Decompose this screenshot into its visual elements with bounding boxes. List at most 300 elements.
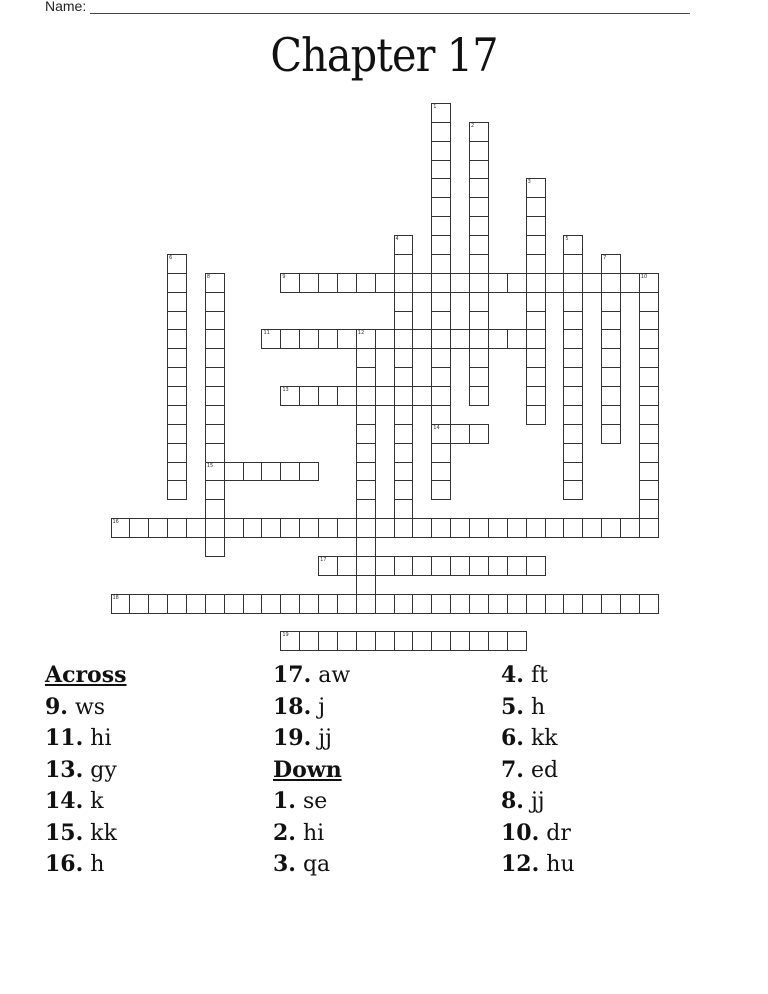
clue-number: 9 [282, 273, 286, 280]
grid-cell[interactable] [412, 556, 432, 576]
clue-item-text: hi [295, 820, 325, 846]
grid-cell[interactable] [469, 122, 489, 142]
grid-cell[interactable] [526, 178, 546, 198]
grid-cell[interactable] [318, 329, 338, 349]
grid-cell[interactable] [337, 631, 357, 651]
grid-cell[interactable] [356, 537, 376, 557]
clue-column-2 [273, 660, 350, 881]
grid-cell[interactable] [639, 386, 659, 406]
grid-cell[interactable] [111, 518, 131, 538]
grid-cell[interactable] [356, 443, 376, 463]
grid-cell[interactable] [394, 631, 414, 651]
grid-cell[interactable] [394, 348, 414, 368]
grid-cell[interactable] [601, 329, 621, 349]
grid-cell[interactable] [375, 273, 395, 293]
clue-number: 14 [433, 424, 440, 431]
grid-cell[interactable] [224, 518, 244, 538]
grid-cell[interactable] [526, 594, 546, 614]
grid-cell[interactable] [167, 424, 187, 444]
grid-cell[interactable] [356, 556, 376, 576]
grid-cell[interactable] [205, 273, 225, 293]
clue-item-number: 8. [501, 788, 524, 814]
grid-cell[interactable] [639, 424, 659, 444]
grid-cell[interactable] [205, 329, 225, 349]
grid-cell[interactable] [394, 462, 414, 482]
grid-cell[interactable] [563, 594, 583, 614]
grid-cell[interactable] [167, 292, 187, 312]
grid-cell[interactable] [601, 348, 621, 368]
grid-cell[interactable] [563, 405, 583, 425]
grid-cell[interactable] [469, 141, 489, 161]
grid-cell[interactable] [224, 462, 244, 482]
grid-cell[interactable] [488, 518, 508, 538]
clue-item-text: jj [523, 789, 545, 814]
grid-cell[interactable] [167, 311, 187, 331]
grid-cell[interactable] [469, 594, 489, 614]
grid-cell[interactable] [507, 631, 527, 651]
grid-cell[interactable] [601, 292, 621, 312]
grid-cell[interactable] [394, 556, 414, 576]
grid-cell[interactable] [205, 348, 225, 368]
grid-cell[interactable] [167, 518, 187, 538]
grid-cell[interactable] [299, 462, 319, 482]
grid-cell[interactable] [563, 518, 583, 538]
grid-cell[interactable] [450, 594, 470, 614]
grid-cell[interactable] [394, 311, 414, 331]
grid-cell[interactable] [526, 518, 546, 538]
grid-cell[interactable] [639, 594, 659, 614]
grid-cell[interactable] [507, 273, 527, 293]
grid-cell[interactable] [526, 254, 546, 274]
grid-cell[interactable] [431, 348, 451, 368]
grid-cell[interactable] [243, 594, 263, 614]
grid-cell[interactable] [375, 518, 395, 538]
grid-cell[interactable] [167, 480, 187, 500]
grid-cell[interactable] [375, 594, 395, 614]
grid-cell[interactable] [507, 518, 527, 538]
grid-cell[interactable] [356, 499, 376, 519]
grid-cell[interactable] [620, 594, 640, 614]
grid-cell[interactable] [431, 311, 451, 331]
grid-cell[interactable] [337, 594, 357, 614]
grid-cell[interactable] [299, 594, 319, 614]
grid-cell[interactable] [337, 556, 357, 576]
grid-cell[interactable] [394, 405, 414, 425]
grid-cell[interactable] [469, 235, 489, 255]
grid-cell[interactable] [356, 348, 376, 368]
grid-cell[interactable] [280, 386, 300, 406]
grid-cell[interactable] [167, 348, 187, 368]
grid-cell[interactable] [412, 631, 432, 651]
grid-cell[interactable] [167, 254, 187, 274]
grid-cell[interactable] [507, 556, 527, 576]
grid-cell[interactable] [280, 462, 300, 482]
grid-cell[interactable] [356, 518, 376, 538]
grid-cell[interactable] [431, 235, 451, 255]
grid-cell[interactable] [394, 499, 414, 519]
grid-cell[interactable] [431, 197, 451, 217]
grid-cell[interactable] [469, 178, 489, 198]
grid-cell[interactable] [375, 386, 395, 406]
grid-cell[interactable] [545, 518, 565, 538]
grid-cell[interactable] [601, 311, 621, 331]
grid-cell[interactable] [639, 499, 659, 519]
grid-cell[interactable] [394, 443, 414, 463]
grid-cell[interactable] [205, 424, 225, 444]
grid-cell[interactable] [469, 254, 489, 274]
grid-cell[interactable] [563, 348, 583, 368]
grid-cell[interactable] [469, 273, 489, 293]
page-title: Chapter 17 [270, 28, 498, 82]
grid-cell[interactable] [601, 367, 621, 387]
grid-cell[interactable] [280, 594, 300, 614]
grid-cell[interactable] [526, 405, 546, 425]
grid-cell[interactable] [469, 386, 489, 406]
grid-cell[interactable] [545, 273, 565, 293]
clue-item-number: 18. [273, 693, 312, 720]
grid-cell[interactable] [356, 480, 376, 500]
grid-cell[interactable] [299, 631, 319, 651]
grid-cell[interactable] [582, 594, 602, 614]
clue-column-3 [501, 660, 575, 881]
grid-cell[interactable] [337, 518, 357, 538]
grid-cell[interactable] [394, 273, 414, 293]
grid-cell[interactable] [639, 311, 659, 331]
grid-cell[interactable] [431, 405, 451, 425]
grid-cell[interactable] [318, 273, 338, 293]
clue-item [501, 786, 575, 818]
clue-item [45, 849, 127, 881]
grid-cell[interactable] [450, 329, 470, 349]
grid-cell[interactable] [563, 235, 583, 255]
grid-cell[interactable] [563, 254, 583, 274]
grid-cell[interactable] [488, 329, 508, 349]
grid-cell[interactable] [431, 556, 451, 576]
grid-cell[interactable] [261, 518, 281, 538]
grid-cell[interactable] [431, 273, 451, 293]
grid-cell[interactable] [469, 216, 489, 236]
grid-cell[interactable] [375, 631, 395, 651]
clue-item-text: k [83, 789, 104, 814]
grid-cell[interactable] [563, 329, 583, 349]
grid-cell[interactable] [563, 424, 583, 444]
grid-cell[interactable] [148, 594, 168, 614]
clue-column-1 [45, 660, 127, 881]
clue-item-text: h [83, 852, 105, 877]
grid-cell[interactable] [299, 386, 319, 406]
grid-cell[interactable] [601, 424, 621, 444]
clue-item-text: j [311, 694, 326, 720]
grid-cell[interactable] [205, 480, 225, 500]
grid-cell[interactable] [318, 631, 338, 651]
clue-item [45, 755, 127, 787]
grid-cell[interactable] [412, 594, 432, 614]
grid-cell[interactable] [526, 556, 546, 576]
grid-cell[interactable] [526, 329, 546, 349]
clue-item [273, 786, 350, 818]
grid-cell[interactable] [507, 594, 527, 614]
clue-item-text: ed [523, 757, 559, 783]
clue-number: 2 [471, 122, 475, 129]
grid-cell[interactable] [356, 462, 376, 482]
grid-cell[interactable] [186, 594, 206, 614]
grid-cell[interactable] [639, 348, 659, 368]
grid-cell[interactable] [526, 197, 546, 217]
grid-cell[interactable] [469, 292, 489, 312]
grid-cell[interactable] [469, 311, 489, 331]
grid-cell[interactable] [356, 405, 376, 425]
grid-cell[interactable] [601, 518, 621, 538]
grid-cell[interactable] [394, 518, 414, 538]
grid-cell[interactable] [431, 631, 451, 651]
grid-cell[interactable] [563, 480, 583, 500]
grid-cell[interactable] [205, 367, 225, 387]
grid-cell[interactable] [526, 348, 546, 368]
grid-cell[interactable] [318, 386, 338, 406]
grid-cell[interactable] [243, 518, 263, 538]
grid-cell[interactable] [431, 103, 451, 123]
grid-cell[interactable] [582, 273, 602, 293]
grid-cell[interactable] [469, 160, 489, 180]
grid-cell[interactable] [356, 575, 376, 595]
grid-cell[interactable] [601, 254, 621, 274]
grid-cell[interactable] [488, 556, 508, 576]
grid-cell[interactable] [469, 556, 489, 576]
grid-cell[interactable] [545, 594, 565, 614]
grid-cell[interactable] [639, 480, 659, 500]
grid-cell[interactable] [280, 329, 300, 349]
grid-cell[interactable] [431, 480, 451, 500]
grid-cell[interactable] [205, 311, 225, 331]
grid-cell[interactable] [205, 537, 225, 557]
grid-cell[interactable] [167, 594, 187, 614]
grid-cell[interactable] [469, 424, 489, 444]
grid-cell[interactable] [356, 631, 376, 651]
grid-cell[interactable] [111, 594, 131, 614]
clue-item-number: 2. [273, 819, 296, 846]
grid-cell[interactable] [469, 329, 489, 349]
grid-cell[interactable] [167, 386, 187, 406]
grid-cell[interactable] [488, 273, 508, 293]
grid-cell[interactable] [431, 292, 451, 312]
grid-cell[interactable] [356, 386, 376, 406]
clue-number: 4 [395, 236, 399, 243]
clue-number: 7 [603, 254, 607, 261]
grid-cell[interactable] [261, 462, 281, 482]
grid-cell[interactable] [601, 273, 621, 293]
grid-cell[interactable] [337, 386, 357, 406]
grid-cell[interactable] [167, 405, 187, 425]
grid-cell[interactable] [639, 462, 659, 482]
grid-cell[interactable] [375, 556, 395, 576]
grid-cell[interactable] [280, 631, 300, 651]
grid-cell[interactable] [129, 594, 149, 614]
grid-cell[interactable] [620, 273, 640, 293]
grid-cell[interactable] [563, 462, 583, 482]
grid-cell[interactable] [299, 518, 319, 538]
grid-cell[interactable] [299, 329, 319, 349]
grid-cell[interactable] [394, 329, 414, 349]
grid-cell[interactable] [563, 311, 583, 331]
clue-item [501, 818, 575, 850]
grid-cell[interactable] [205, 405, 225, 425]
grid-cell[interactable] [582, 518, 602, 538]
grid-cell[interactable] [488, 594, 508, 614]
grid-cell[interactable] [394, 254, 414, 274]
grid-cell[interactable] [431, 424, 451, 444]
grid-cell[interactable] [488, 631, 508, 651]
clue-number: 8 [206, 273, 211, 280]
grid-cell[interactable] [412, 386, 432, 406]
grid-cell[interactable] [469, 518, 489, 538]
grid-cell[interactable] [526, 367, 546, 387]
grid-cell[interactable] [431, 594, 451, 614]
grid-cell[interactable] [412, 329, 432, 349]
grid-cell[interactable] [620, 518, 640, 538]
grid-cell[interactable] [261, 594, 281, 614]
grid-cell[interactable] [280, 518, 300, 538]
grid-cell[interactable] [205, 518, 225, 538]
grid-cell[interactable] [205, 499, 225, 519]
grid-cell[interactable] [205, 594, 225, 614]
grid-cell[interactable] [601, 594, 621, 614]
clue-item-text: aw [311, 663, 351, 688]
grid-cell[interactable] [129, 518, 149, 538]
grid-cell[interactable] [469, 631, 489, 651]
grid-cell[interactable] [412, 273, 432, 293]
grid-cell[interactable] [431, 443, 451, 463]
grid-cell[interactable] [563, 273, 583, 293]
grid-cell[interactable] [526, 292, 546, 312]
clue-item-text: kk [523, 726, 558, 751]
clue-item-text: jj [311, 726, 332, 751]
clue-item-number: 17. [273, 662, 312, 688]
clue-item-text: hi [83, 726, 112, 751]
grid-cell[interactable] [356, 273, 376, 293]
grid-cell[interactable] [431, 122, 451, 142]
grid-cell[interactable] [639, 292, 659, 312]
grid-cell[interactable] [431, 160, 451, 180]
grid-cell[interactable] [205, 386, 225, 406]
grid-cell[interactable] [167, 329, 187, 349]
clue-item-number: 3. [273, 851, 296, 877]
grid-cell[interactable] [205, 462, 225, 482]
grid-cell[interactable] [469, 348, 489, 368]
grid-cell[interactable] [601, 405, 621, 425]
grid-cell[interactable] [431, 462, 451, 482]
grid-cell[interactable] [526, 235, 546, 255]
grid-cell[interactable] [507, 329, 527, 349]
grid-cell[interactable] [167, 273, 187, 293]
grid-cell[interactable] [450, 424, 470, 444]
grid-cell[interactable] [639, 518, 659, 538]
clue-item-number: 9. [45, 693, 68, 720]
grid-cell[interactable] [205, 443, 225, 463]
grid-cell[interactable] [563, 292, 583, 312]
grid-cell[interactable] [431, 141, 451, 161]
clue-item-text: h [523, 694, 546, 720]
grid-cell[interactable] [375, 329, 395, 349]
grid-cell[interactable] [563, 367, 583, 387]
grid-cell[interactable] [431, 518, 451, 538]
clue-number: 12 [357, 330, 365, 337]
grid-cell[interactable] [431, 178, 451, 198]
grid-cell[interactable] [337, 273, 357, 293]
grid-cell[interactable] [318, 518, 338, 538]
grid-cell[interactable] [639, 405, 659, 425]
grid-cell[interactable] [469, 197, 489, 217]
grid-cell[interactable] [318, 594, 338, 614]
grid-cell[interactable] [639, 329, 659, 349]
grid-cell[interactable] [394, 235, 414, 255]
grid-cell[interactable] [299, 273, 319, 293]
grid-cell[interactable] [601, 386, 621, 406]
grid-cell[interactable] [450, 631, 470, 651]
grid-cell[interactable] [280, 273, 300, 293]
grid-cell[interactable] [526, 273, 546, 293]
grid-cell[interactable] [148, 518, 168, 538]
grid-cell[interactable] [431, 367, 451, 387]
clue-item-text: se [295, 789, 328, 814]
grid-cell[interactable] [450, 556, 470, 576]
grid-cell[interactable] [261, 329, 281, 349]
grid-cell[interactable] [450, 273, 470, 293]
grid-cell[interactable] [337, 329, 357, 349]
grid-cell[interactable] [639, 273, 659, 293]
grid-cell[interactable] [639, 443, 659, 463]
grid-cell[interactable] [167, 462, 187, 482]
grid-cell[interactable] [356, 329, 376, 349]
grid-cell[interactable] [205, 292, 225, 312]
grid-cell[interactable] [186, 518, 206, 538]
clue-item [273, 660, 350, 692]
clue-number: 15 [206, 462, 214, 469]
grid-cell[interactable] [563, 443, 583, 463]
clue-item-number: 13. [45, 756, 84, 783]
grid-cell[interactable] [356, 367, 376, 387]
grid-cell[interactable] [394, 594, 414, 614]
grid-cell[interactable] [431, 329, 451, 349]
grid-cell[interactable] [526, 386, 546, 406]
grid-cell[interactable] [243, 462, 263, 482]
clue-item-number: 6. [501, 725, 524, 751]
grid-cell[interactable] [450, 518, 470, 538]
grid-cell[interactable] [639, 367, 659, 387]
grid-cell[interactable] [167, 443, 187, 463]
grid-cell[interactable] [224, 594, 244, 614]
grid-cell[interactable] [356, 424, 376, 444]
clue-item-number: 7. [501, 756, 524, 783]
grid-cell[interactable] [563, 386, 583, 406]
grid-cell[interactable] [526, 216, 546, 236]
grid-cell[interactable] [394, 367, 414, 387]
grid-cell[interactable] [431, 254, 451, 274]
grid-cell[interactable] [318, 556, 338, 576]
clue-number: 19 [282, 632, 289, 639]
grid-cell[interactable] [469, 367, 489, 387]
grid-cell[interactable] [394, 424, 414, 444]
clue-item [501, 755, 575, 787]
grid-cell[interactable] [167, 367, 187, 387]
grid-cell[interactable] [431, 216, 451, 236]
grid-cell[interactable] [412, 518, 432, 538]
grid-cell[interactable] [394, 386, 414, 406]
grid-cell[interactable] [394, 480, 414, 500]
grid-cell[interactable] [431, 386, 451, 406]
grid-cell[interactable] [394, 292, 414, 312]
grid-cell[interactable] [526, 311, 546, 331]
grid-cell[interactable] [356, 594, 376, 614]
